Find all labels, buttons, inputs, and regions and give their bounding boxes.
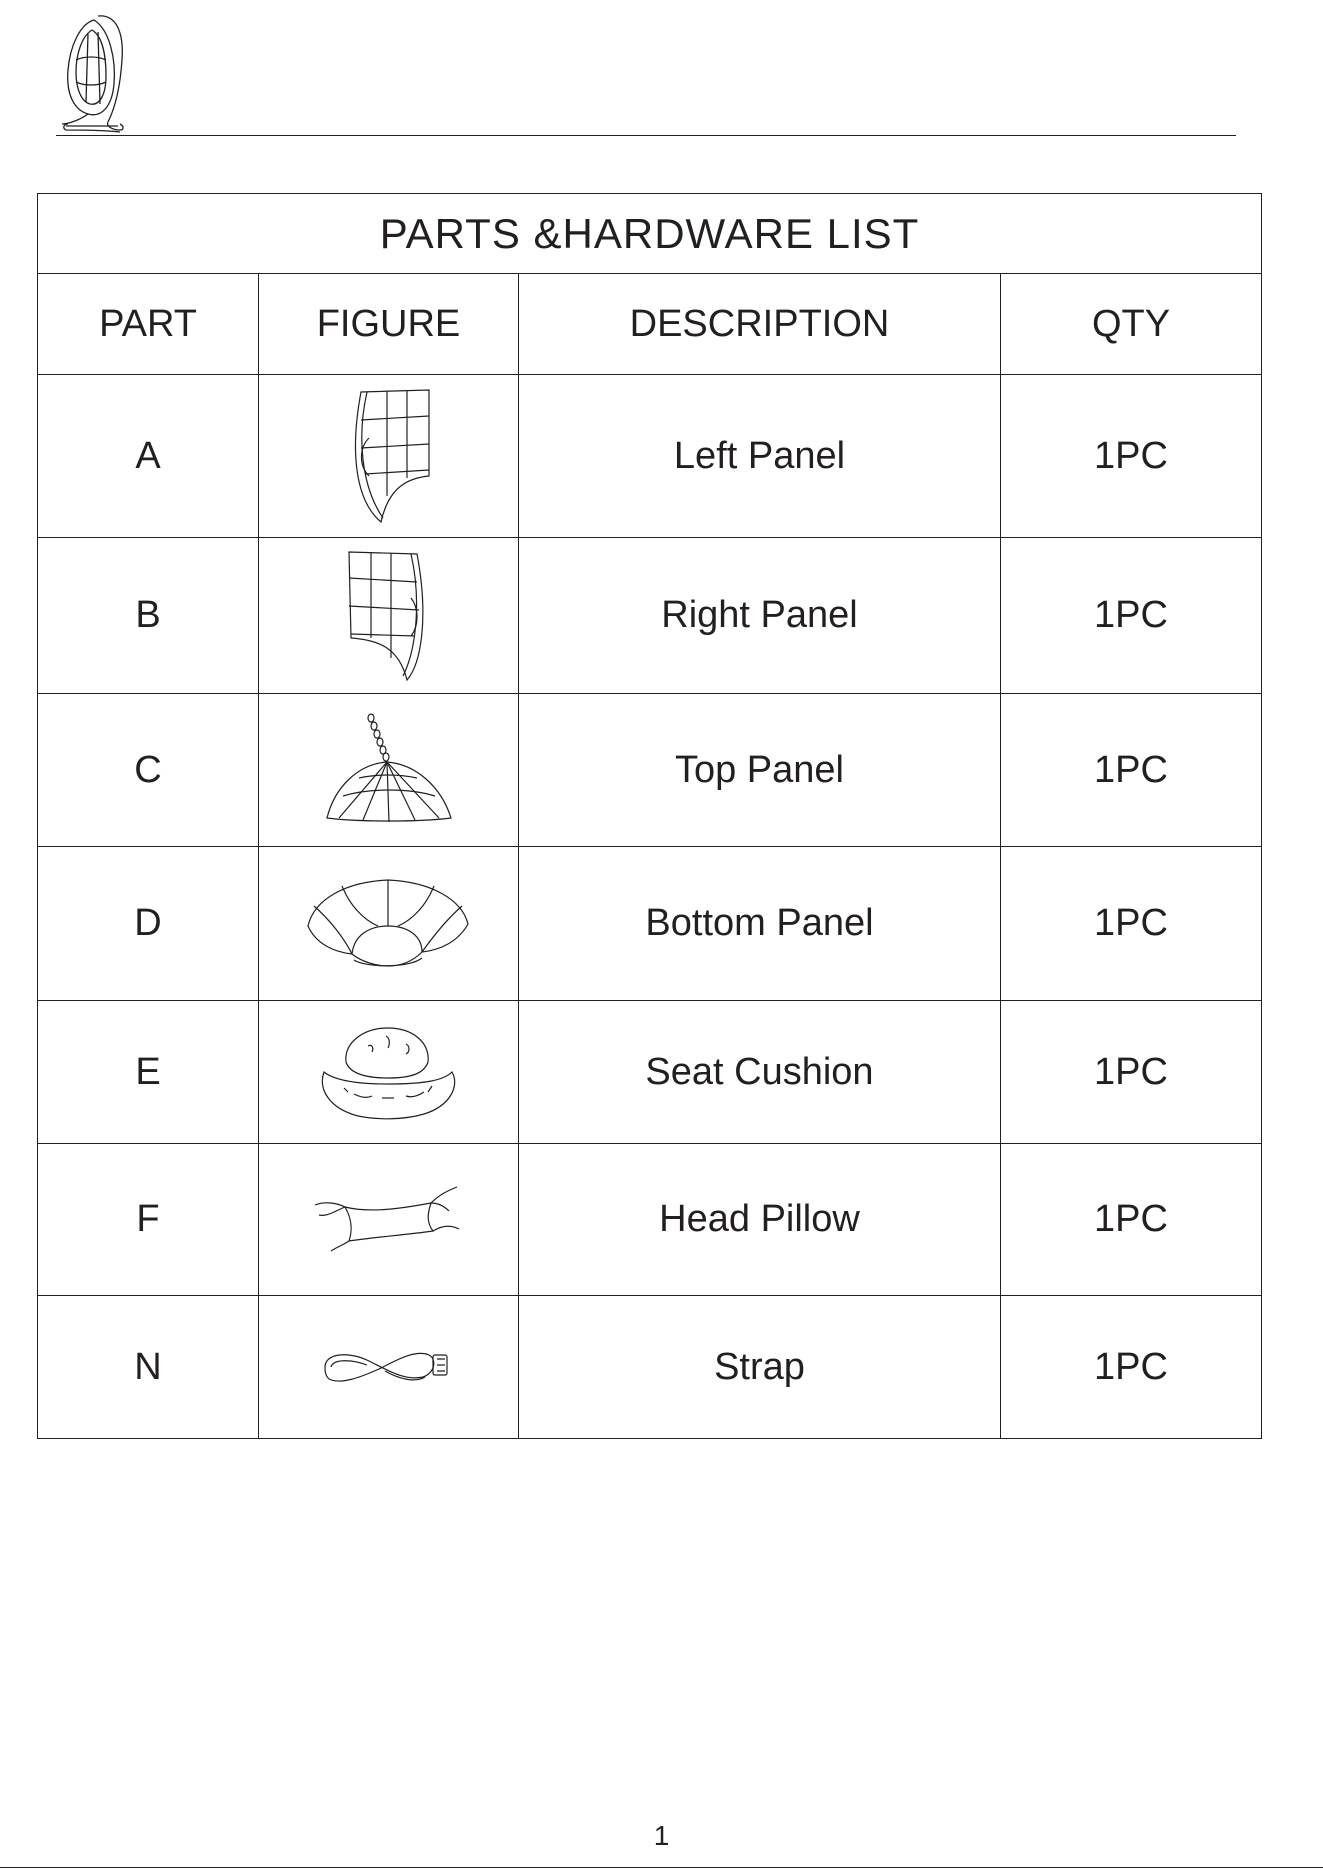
figure-cell [259,847,519,1001]
part-description: Bottom Panel [519,847,1001,1001]
part-description: Seat Cushion [519,1001,1001,1144]
part-qty: 1PC [1001,1296,1262,1439]
figure-cell [259,1001,519,1144]
table-row [38,1144,1262,1296]
part-description: Right Panel [519,538,1001,694]
parts-hardware-table [37,193,1262,1439]
figure-cell [259,1144,519,1296]
part-qty: 1PC [1001,694,1262,847]
part-letter: C [38,694,259,847]
part-description: Strap [519,1296,1001,1439]
header-part: PART [38,274,259,375]
header-description: DESCRIPTION [519,274,1001,375]
part-letter: F [38,1144,259,1296]
head-pillow-icon [309,1185,469,1255]
part-qty: 1PC [1001,375,1262,538]
table-row [38,694,1262,847]
part-letter: A [38,375,259,538]
part-qty: 1PC [1001,1001,1262,1144]
top-panel-icon [319,712,459,828]
table-row [38,375,1262,538]
part-description: Head Pillow [519,1144,1001,1296]
left-panel-icon [339,386,439,526]
header-figure: FIGURE [259,274,519,375]
part-qty: 1PC [1001,538,1262,694]
figure-cell [259,694,519,847]
part-qty: 1PC [1001,1144,1262,1296]
part-qty: 1PC [1001,847,1262,1001]
part-letter: N [38,1296,259,1439]
part-letter: D [38,847,259,1001]
figure-cell [259,375,519,538]
part-description: Top Panel [519,694,1001,847]
bottom-panel-icon [304,876,474,972]
figure-cell [259,538,519,694]
table-row [38,847,1262,1001]
part-letter: B [38,538,259,694]
page-number: 1 [653,1820,670,1851]
table-title: PARTS &HARDWARE LIST [38,194,1262,274]
seat-cushion-icon [314,1022,464,1122]
table-row [38,1001,1262,1144]
figure-cell [259,1296,519,1439]
header-rule [56,135,1236,136]
right-panel-icon [339,548,439,684]
table-row [38,1296,1262,1439]
table-row [38,538,1262,694]
part-description: Left Panel [519,375,1001,538]
strap-icon [319,1337,459,1397]
egg-chair-icon [58,10,130,136]
part-letter: E [38,1001,259,1144]
bottom-rule [0,1867,1323,1868]
header-qty: QTY [1001,274,1262,375]
